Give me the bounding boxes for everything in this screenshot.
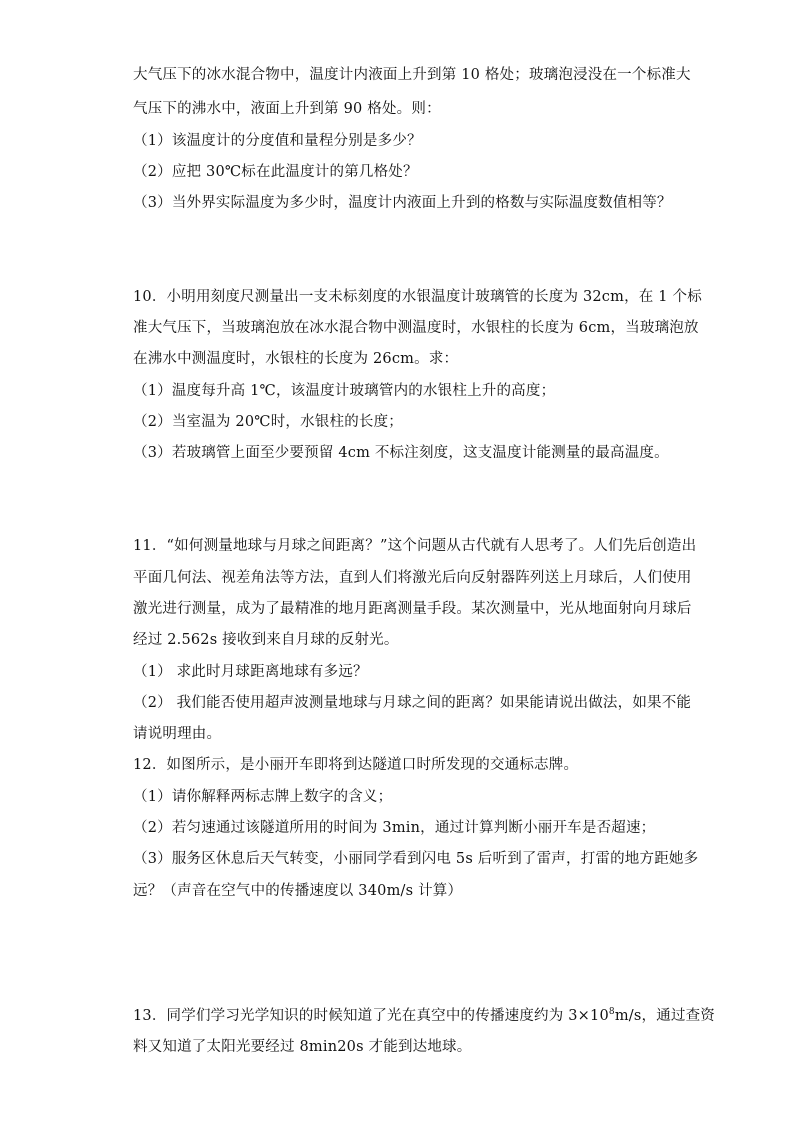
q9-stem-line-1: 大气压下的冰水混合物中，温度计内液面上升到第 10 格处；玻璃泡浸没在一个标准大 — [133, 67, 691, 83]
q11-part-2-cont: 请说明理由。 — [133, 726, 222, 742]
q12-part-1: （1）请你解释两标志牌上数字的含义； — [133, 789, 393, 805]
q12-part-3-cont: 远？（声音在空气中的传播速度以 340m/s 计算） — [133, 883, 463, 899]
q9-part-1: （1）该温度计的分度值和量程分别是多少？ — [133, 133, 422, 149]
q13-stem-part-b: m/s，通过查资 — [614, 1008, 716, 1024]
q9-part-2: （2）应把 30℃标在此温度计的第几格处？ — [133, 164, 418, 180]
q9-part-3: （3）当外界实际温度为多少时，温度计内液面上升到的格数与实际温度数值相等？ — [133, 195, 672, 211]
q10-stem-line-3: 在沸水中测温度时，水银柱的长度为 26cm。求： — [133, 351, 459, 367]
q13-exponent: 8 — [608, 1007, 615, 1018]
q11-part-2: （2） 我们能否使用超声波测量地球与月球之间的距离？如果能请说出做法，如果不能 — [133, 695, 692, 711]
q9-stem-line-2: 气压下的沸水中，液面上升到第 90 格处。则： — [133, 101, 441, 117]
q13-stem-line-1 — [133, 1006, 715, 1026]
q12-part-3: （3）服务区休息后天气转变，小丽同学看到闪电 5s 后听到了雷声，打雷的地方距她多 — [133, 851, 699, 867]
q11-stem-line-4: 经过 2.562s 接收到来自月球的反射光。 — [133, 632, 399, 648]
q13-stem-part-a: 13．同学们学习光学知识的时候知道了光在真空中的传播速度约为 3×10 — [133, 1008, 609, 1024]
q11-stem-line-1: 11．“如何测量地球与月球之间距离？”这个问题从古代就有人思考了。人们先后创造出 — [133, 538, 697, 554]
q10-part-1: （1）温度每升高 1℃，该温度计玻璃管内的水银柱上升的高度； — [133, 383, 556, 399]
q11-part-1: （1） 求此时月球距离地球有多远？ — [133, 664, 368, 680]
q13-stem-line-2: 料又知道了太阳光要经过 8min20s 才能到达地球。 — [133, 1039, 472, 1055]
q10-part-3: （3）若玻璃管上面至少要预留 4cm 不标注刻度，这支温度计能测量的最高温度。 — [133, 445, 669, 461]
q12-part-2: （2）若匀速通过该隧道所用的时间为 3min，通过计算判断小丽开车是否超速； — [133, 820, 656, 836]
q10-part-2: （2）当室温为 20℃时，水银柱的长度； — [133, 414, 404, 430]
q12-stem: 12．如图所示，是小丽开车即将到达隧道口时所发现的交通标志牌。 — [133, 757, 579, 773]
q10-stem-line-1: 10．小明用刻度尺测量出一支未标刻度的水银温度计玻璃管的长度为 32cm，在 1 个标 — [133, 289, 702, 305]
q11-stem-line-3: 激光进行测量，成为了最精准的地月距离测量手段。某次测量中，光从地面射向月球后 — [133, 601, 692, 617]
q10-stem-line-2: 准大气压下，当玻璃泡放在冰水混合物中测温度时，水银柱的长度为 6cm，当玻璃泡放 — [133, 320, 699, 336]
q11-stem-line-2: 平面几何法、视差角法等方法，直到人们将激光后向反射器阵列送上月球后，人们使用 — [133, 570, 692, 586]
